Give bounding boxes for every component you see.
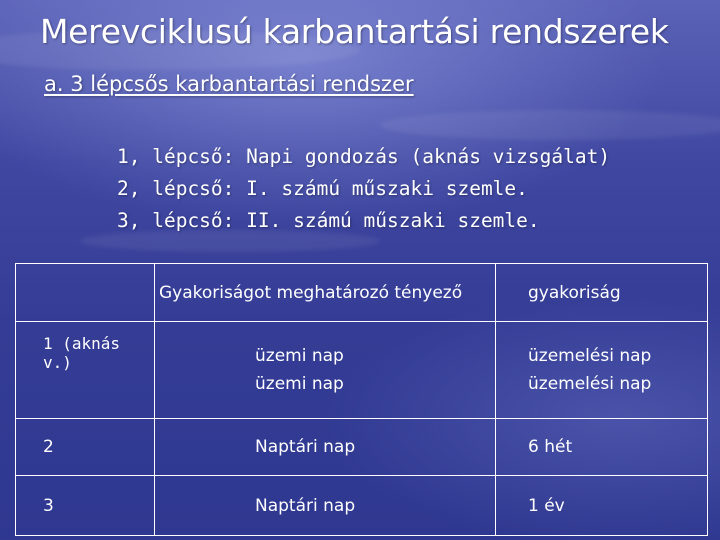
table-header-row [16, 264, 708, 322]
header-cell-frequency: gyakoriság [496, 264, 708, 322]
step-item: 2, lépcső: I. számú műszaki szemle. [117, 177, 528, 200]
factor-cell: Naptári nap [155, 419, 496, 476]
header-cell-factor: Gyakoriságot meghatározó tényező [155, 264, 496, 322]
step-item: 1, lépcső: Napi gondozás (aknás vizsgálat) [117, 145, 611, 168]
factor-cell: Naptári nap [155, 476, 496, 536]
slide-subtitle: a. 3 lépcsős karbantartási rendszer [44, 72, 414, 96]
frequency-cell: 1 év [496, 476, 708, 536]
frequency-cell [496, 322, 708, 419]
slide-title: Merevciklusú karbantartási rendszerek [40, 12, 669, 51]
frequency-line: üzemelési nap [528, 346, 652, 366]
frequency-line: üzemelési nap [528, 374, 652, 394]
maintenance-table [15, 263, 708, 536]
step-item: 3, lépcső: II. számú műszaki szemle. [117, 209, 540, 232]
factor-line: üzemi nap [255, 374, 344, 394]
step-cell: 1 (aknás v.) [16, 322, 155, 419]
steps-list [117, 141, 610, 237]
header-cell-empty [16, 264, 155, 322]
factor-cell [155, 322, 496, 419]
step-cell: 3 [16, 476, 155, 536]
background-streak [380, 110, 720, 140]
factor-line: üzemi nap [255, 346, 344, 366]
table-row [16, 419, 708, 476]
frequency-cell: 6 hét [496, 419, 708, 476]
table-row [16, 476, 708, 536]
table-row [16, 322, 708, 419]
step-cell: 2 [16, 419, 155, 476]
